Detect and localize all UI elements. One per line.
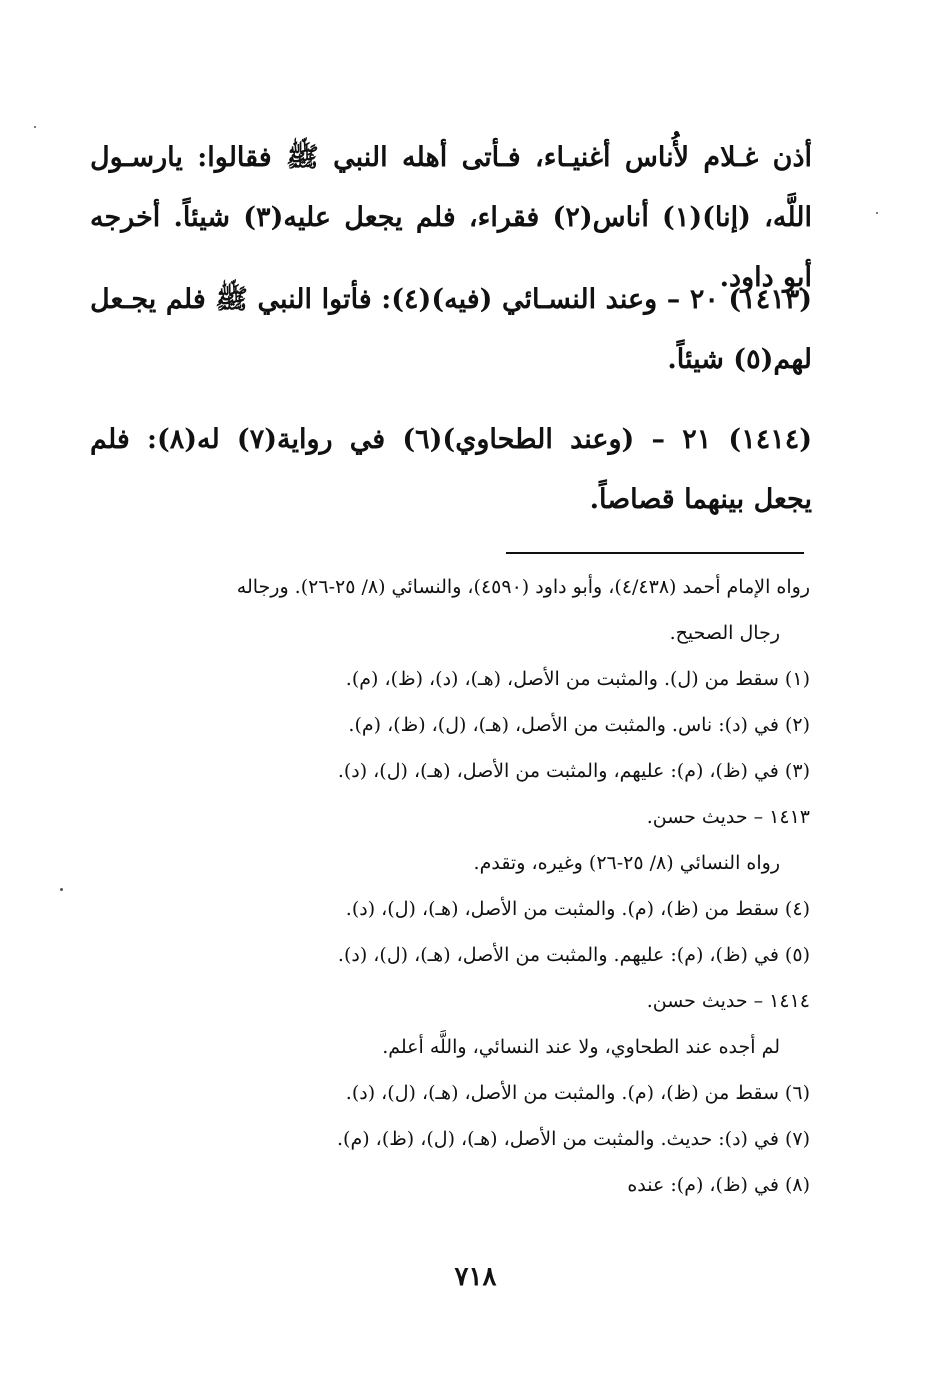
footnote-line: رجال الصحيح. [669,622,780,644]
footnote-separator [506,552,804,554]
paragraph-3-body [90,410,812,530]
scan-speck [876,212,878,214]
footnote-line: (١) سقط من (ل). والمثبت من الأصل، (هـ)، (د)، (ظ)، (م). [345,668,810,690]
paragraph-1-text: أذن غـلام لأُناس أغنيـاء، فـأتى أهله النبي ﷺ فقالوا: يارسـول اللَّه، (إنا)(١) أناس(٢) فقراء، فلم يجعل عليه(٣) شيئاً. أخرجه أبو داود. [90,142,812,293]
scan-speck [60,888,63,891]
footnote-line: (٥) في (ظ)، (م): عليهم. والمثبت من الأصل، (هـ)، (ل)، (د). [337,944,810,966]
footnote-line: رواه الإمام أحمد (٤/٤٣٨)، وأبو داود (٤٥٩٠)، والنسائي (٨/ ٢٥-٢٦). ورجاله [236,576,810,598]
footnote-line: (٦) سقط من (ظ)، (م). والمثبت من الأصل، (هـ)، (ل)، (د). [345,1082,810,1104]
paragraph-3-text: – (وعند الطحاوي)(٦) في رواية(٧) له(٨): فلم يجعل بينهما قصاصاً. [90,424,812,515]
scan-speck [34,126,36,128]
page-number: ٧١٨ [454,1262,497,1292]
footnote-line: (٢) في (د): ناس. والمثبت من الأصل، (هـ)، (ل)، (ظ)، (م). [348,714,810,736]
footnote-line: ١٤١٤ – حديث حسن. [646,990,810,1012]
footnote-line: (٧) في (د): حديث. والمثبت من الأصل، (هـ)، (ل)، (ظ)، (م). [337,1128,810,1150]
footnote-line: ١٤١٣ – حديث حسن. [646,806,810,828]
footnotes [90,564,810,1208]
hadith-number-1413: (١٤١٣) ٢٠ [689,284,812,315]
footnote-line: (٤) سقط من (ظ)، (م). والمثبت من الأصل، (هـ)، (ل)، (د). [345,898,810,920]
footnote-line: رواه النسائي (٨/ ٢٥-٢٦) وغيره، وتقدم. [473,852,780,874]
footnote-line: (٣) في (ظ)، (م): عليهم، والمثبت من الأصل، (هـ)، (ل)، (د). [337,760,810,782]
paragraph-2 [90,270,812,390]
paragraph-2-text: – وعند النسـائي (فيه)(٤): فأتوا النبي ﷺ فلم يجـعل لهم(٥) شيئاً. [90,284,812,375]
paragraph-3 [90,410,812,530]
footnote-line: (٨) في (ظ)، (م): عنده [627,1174,810,1196]
paragraph-2-body [90,270,812,390]
hadith-number-1414: (١٤١٤) ٢١ [682,424,812,455]
footnote-line: لم أجده عند الطحاوي، ولا عند النسائي، واللَّه أعلم. [382,1036,780,1058]
